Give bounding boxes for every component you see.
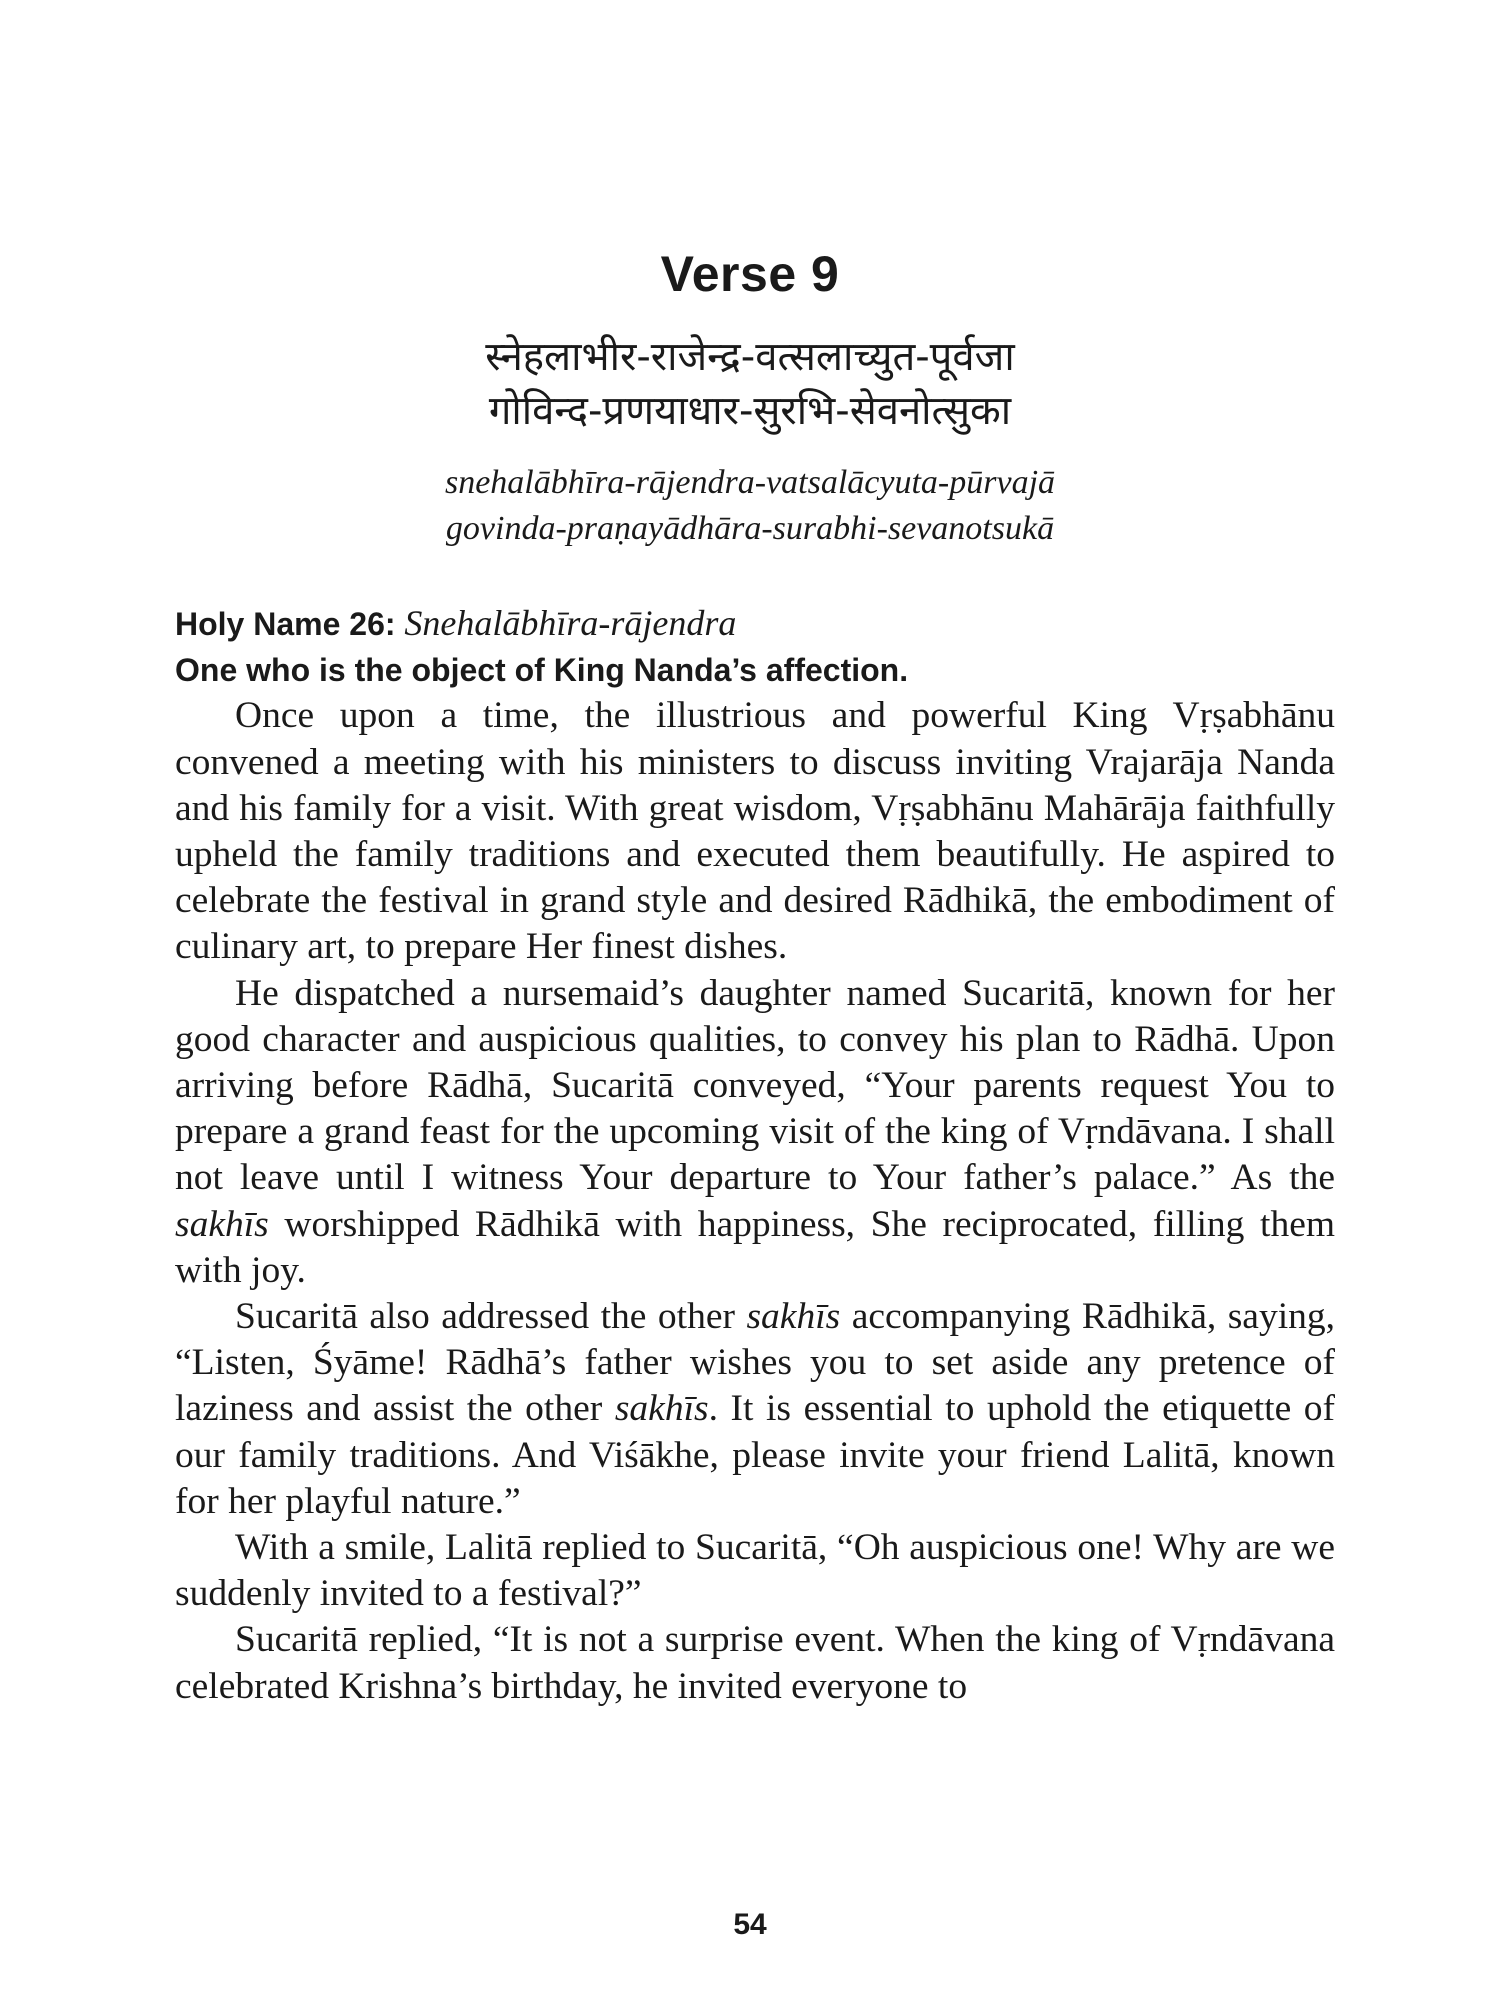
paragraph-2: [175, 971, 1335, 1294]
sanskrit-verse-transliteration: [0, 460, 1500, 552]
paragraph-1: Once upon a time, the illustrious and powerful King Vṛṣabhānu convened a meeting with his ministers to discuss inviting Vrajarāja Nanda and his family for a visit. With great wisdom, Vṛṣabhānu Mahārāja faithfully upheld the family traditions and executed them beautifully. He aspired to celebrate the festival in grand style and desired Rādhikā, the embodiment of culinary art, to prepare Her finest dishes.: [175, 695, 1335, 968]
devanagari-line-2: गोविन्द-प्रणयाधार-सुरभि-सेवनोत्सुका: [488, 388, 1012, 434]
paragraph-3-text-c: . It is essential to uphold the etiquette of our family traditions. And Viśākhe, please invite your friend Lalitā, known for her playful nature.”: [175, 1388, 1336, 1522]
paragraph-2-text-b: worshipped Rādhikā with happiness, She reciprocated, filling them with joy.: [175, 1203, 1336, 1291]
paragraph-3-term-1: sakhīs: [746, 1296, 841, 1338]
holy-name-meaning: One who is the object of King Nanda’s affection.: [175, 652, 909, 689]
holy-name-label: Holy Name 26:: [175, 606, 396, 642]
body-text: [175, 600, 1335, 1710]
paragraph-2-term: sakhīs: [175, 1203, 269, 1245]
page-number: 54: [733, 1908, 767, 1941]
paragraph-3-term-2: sakhīs: [614, 1388, 709, 1430]
paragraph-4: With a smile, Lalitā replied to Sucaritā, “Oh auspicious one! Why are we suddenly invited to a festival?”: [175, 1527, 1335, 1615]
sanskrit-verse-devanagari: [0, 330, 1500, 438]
paragraph-2-text-a: He dispatched a nursemaid’s daughter named Sucaritā, known for her good character and auspicious qualities, to convey his plan to Rādhā. Upon arriving before Rādhā, Sucaritā conveyed, “Your parents request You to prepare a grand feast for the upcoming visit of the king of Vṛndāvana. I shall not leave until I witness Your departure to Your father’s palace.” As the: [175, 972, 1335, 1199]
paragraph-5: Sucaritā replied, “It is not a surprise event. When the king of Vṛndāvana celebrated Krishna’s birthday, he invited everyone to: [175, 1619, 1335, 1707]
paragraph-3-text-a: Sucaritā also addressed the other: [235, 1296, 735, 1338]
paragraph-3: [175, 1294, 1335, 1525]
holy-name-heading: [175, 600, 1335, 647]
paragraph-3-text-b: accompanying Rādhikā, saying, “Listen, Śyāme! Rādhā’s father wishes you to set aside any pretence of laziness and assist the other: [175, 1296, 1335, 1430]
devanagari-line-1: स्नेहलाभीर-राजेन्द्र-वत्सलाच्युत-पूर्वजा: [485, 334, 1015, 380]
transliteration-line-2: govinda-praṇayādhāra-surabhi-sevanotsukā: [445, 510, 1055, 547]
holy-name-term: Snehalābhīra-rājendra: [404, 603, 737, 643]
verse-title: Verse 9: [660, 246, 840, 302]
transliteration-line-1: snehalābhīra-rājendra-vatsalācyuta-pūrvajā: [444, 464, 1056, 501]
